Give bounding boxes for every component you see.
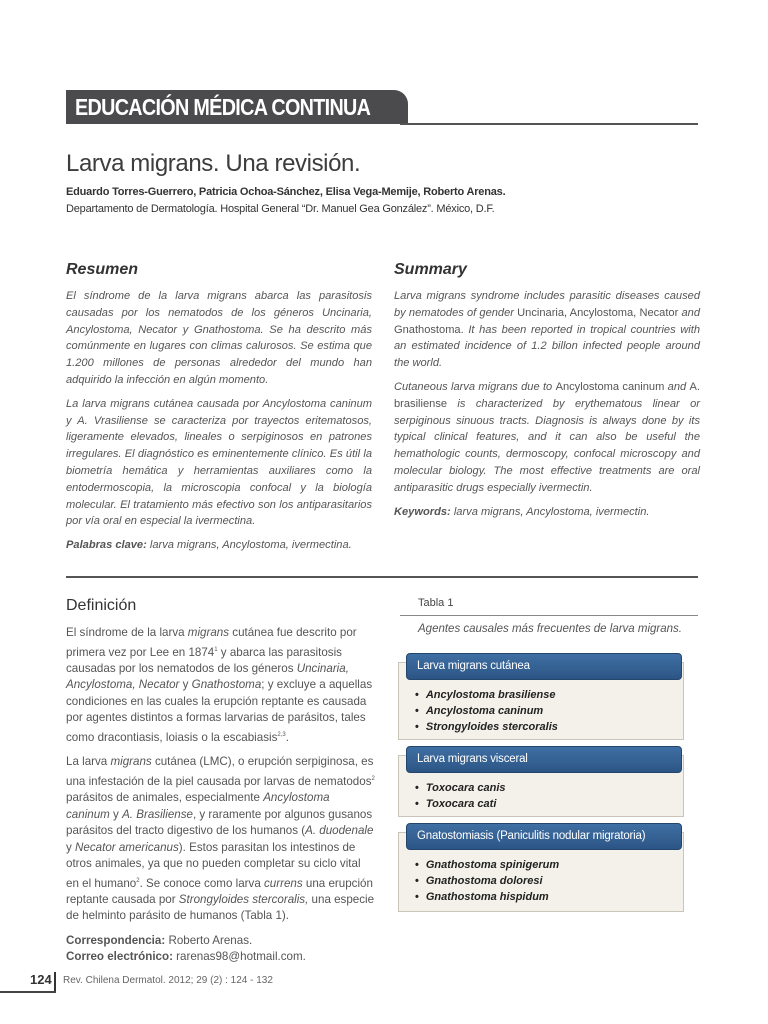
body-text: . Se conoce como larva: [139, 876, 264, 890]
summary-text: Larva migrans syndrome includes parasitic diseases caused by nematodes of gender: [394, 290, 700, 319]
body-text: .: [285, 730, 289, 744]
article-title: Larva migrans. Una revisión.: [66, 150, 361, 177]
table-group-title: Gnatostomiasis (Paniculitis nodular migratoria): [406, 823, 682, 850]
body-text: El síndrome de la larva: [66, 626, 188, 639]
table-caption: Agentes causales más frecuentes de larva migrans.: [418, 623, 682, 635]
resumen-heading: Resumen: [66, 261, 139, 278]
correspondence-name: Roberto Arenas.: [165, 933, 253, 947]
body-italic: Necator americanus: [75, 840, 179, 854]
correspondence: [66, 933, 376, 950]
summary-genera: Uncinaria, Ancylostoma, Necator: [517, 306, 679, 319]
body-italic: migrans: [187, 626, 230, 639]
resumen-keywords: [66, 537, 372, 554]
body-text: y: [66, 840, 76, 854]
citation: 2: [136, 877, 140, 884]
article-authors: Eduardo Torres-Guerrero, Patricia Ochoa-Sánchez, Elisa Vega-Memije, Roberto Arenas.: [66, 186, 506, 198]
body-text: una erupción reptante causada por: [66, 876, 373, 906]
banner-rule: [400, 123, 698, 125]
body-italic: Strongyloides stercoralis,: [178, 892, 309, 906]
email: [66, 949, 376, 966]
list-item: • Ancylostoma brasiliense: [415, 687, 558, 703]
body-italic: migrans: [110, 755, 152, 769]
correspondence-label: Correspondencia:: [66, 933, 166, 947]
list-item: • Toxocara canis: [415, 780, 506, 796]
table-group-list: [415, 857, 559, 905]
summary-text: and: [678, 306, 700, 319]
list-item: • Toxocara cati: [415, 796, 506, 812]
summary-paragraph-1: [394, 288, 700, 372]
citation: 2: [371, 775, 375, 782]
definicion-paragraph-2: [66, 754, 376, 925]
resumen-keywords-value: larva migrans, Ancylostoma, ivermectina.: [149, 539, 352, 552]
section-divider: [66, 576, 698, 578]
journal-citation: Rev. Chilena Dermatol. 2012; 29 (2) : 124 - 132: [63, 975, 273, 986]
body-italic: Gnathostoma: [191, 678, 262, 692]
body-italic: A. Brasiliense: [122, 807, 193, 821]
table-group-title: Larva migrans visceral: [406, 746, 682, 773]
body-text: cutánea (LMC), o erupción serpiginosa, es una infestación de la piel causada por larvas de nematodos: [66, 755, 374, 788]
resumen-paragraph-1: El síndrome de la larva migrans abarca las parasitosis causadas por los nematodos de los géneros Uncinaria, Ancylostoma, Necator y Gnathostoma. Se ha descrito más comúnmente en lugares con climas calurosos. Se estima que 1.200 millones de personas alrededor del mundo han adquirido la infección en algún momento.: [66, 290, 372, 386]
list-item: • Ancylostoma caninum: [415, 703, 558, 719]
summary-species: A. brasiliense: [394, 380, 700, 410]
table-group-list: [415, 780, 506, 812]
definicion-body: [66, 625, 376, 966]
email-label: Correo electrónico:: [66, 950, 173, 964]
list-item: • Gnathostoma doloresi: [415, 873, 559, 889]
list-item: • Gnathostoma spinigerum: [415, 857, 559, 873]
body-italic: Ancylostoma caninum: [66, 791, 330, 821]
article-affiliation: Departamento de Dermatología. Hospital General “Dr. Manuel Gea González”. México, D.F.: [66, 203, 495, 215]
summary-text: and: [664, 380, 690, 393]
body-text: cutánea fue descrito por primera vez por Lee en 1874: [66, 626, 357, 659]
summary-text: Cutaneous larva migrans due to: [394, 380, 556, 393]
summary-text: It has been reported in tropical countries with an estimated incidence of 1.2 billon infected people around the world.: [394, 323, 700, 370]
resumen-keywords-label: Palabras clave:: [66, 539, 147, 552]
resumen-body: [66, 288, 372, 561]
email-address: rarenas98@hotmail.com.: [172, 950, 306, 964]
body-text: y: [179, 678, 192, 692]
summary-genus: Gnathostoma.: [394, 323, 464, 336]
table-group-list: [415, 687, 558, 735]
table-group-title: Larva migrans cutánea: [406, 653, 682, 680]
summary-keywords-label: Keywords:: [394, 505, 451, 518]
table-label: Tabla 1: [418, 597, 454, 609]
page-number: 124: [30, 972, 52, 987]
summary-species: Ancylostoma caninum: [555, 380, 665, 393]
body-text: La larva: [66, 755, 111, 769]
summary-heading: Summary: [394, 261, 467, 278]
body-text: parásitos de animales, especialmente: [66, 791, 264, 805]
citation: 1: [214, 646, 218, 653]
body-text: ; y excluye a aquellas condiciones en las cuales la erupción reptante es causada por agentes distintos a formas larvarias de parásitos, tales como dracontiasis, loiasis o la escabiasis: [66, 678, 373, 744]
table-label-rule: [400, 615, 698, 616]
summary-text: is characterized by erythematous linear or serpiginous sinuous tracts. Diagnosis is always done by its typical clinical features, and it can also be useful the hemathologic counts, dermoscopy, confocal microscopy and molecular biology. The most effective treatments are oral antiparasitic drugs especially ivermectin.: [394, 397, 700, 494]
body-italic: currens: [263, 876, 303, 890]
body-italic: A. duodenale: [305, 824, 374, 838]
body-text: y abarca las parasitosis causadas por los nematodos de los géneros: [66, 645, 342, 675]
page-number-divider: [54, 972, 56, 992]
section-title: EDUCACIÓN MÉDICA CONTINUA: [75, 94, 371, 120]
summary-paragraph-2: [394, 379, 700, 497]
definicion-heading: Definición: [66, 597, 137, 614]
citation: 2,3: [277, 731, 286, 738]
list-item: • Gnathostoma hispidum: [415, 889, 559, 905]
body-text: ). Estos parasitan los intestinos de otros animales, ya que no pueden completar su ciclo vital en el humano: [66, 840, 361, 890]
summary-keywords-value: larva migrans, Ancylostoma, ivermectin.: [453, 505, 650, 518]
body-text: , y raramente por algunos gusanos parásitos del tracto digestivo de los humanos (: [66, 807, 373, 838]
summary-keywords: [394, 504, 700, 521]
resumen-paragraph-2: La larva migrans cutánea causada por Ancylostoma caninum y A. Vrasiliense se caracteriza por trayectos eritematosos, ligeramente elevados, lineales o serpiginosos en patrones irregulares. El diagnóstico es eminentemente clínico. Es útil la biometría hemática y herramientas auxiliares como la entodermoscopia, la microscopia confocal y la biología molecular. El tratamiento más efectivo son los antiparasitarios por vía oral en especial la ivermectina.: [66, 397, 372, 528]
page-number-rule: [0, 991, 56, 993]
summary-body: [394, 288, 700, 527]
body-text: y: [109, 807, 123, 821]
body-italic: Uncinaria, Ancylostoma, Necator: [66, 661, 349, 692]
definicion-paragraph-1: [66, 625, 376, 746]
list-item: • Strongyloides stercoralis: [415, 719, 558, 735]
body-text: una especie de helminto parásito de humanos (Tabla 1).: [66, 892, 375, 923]
